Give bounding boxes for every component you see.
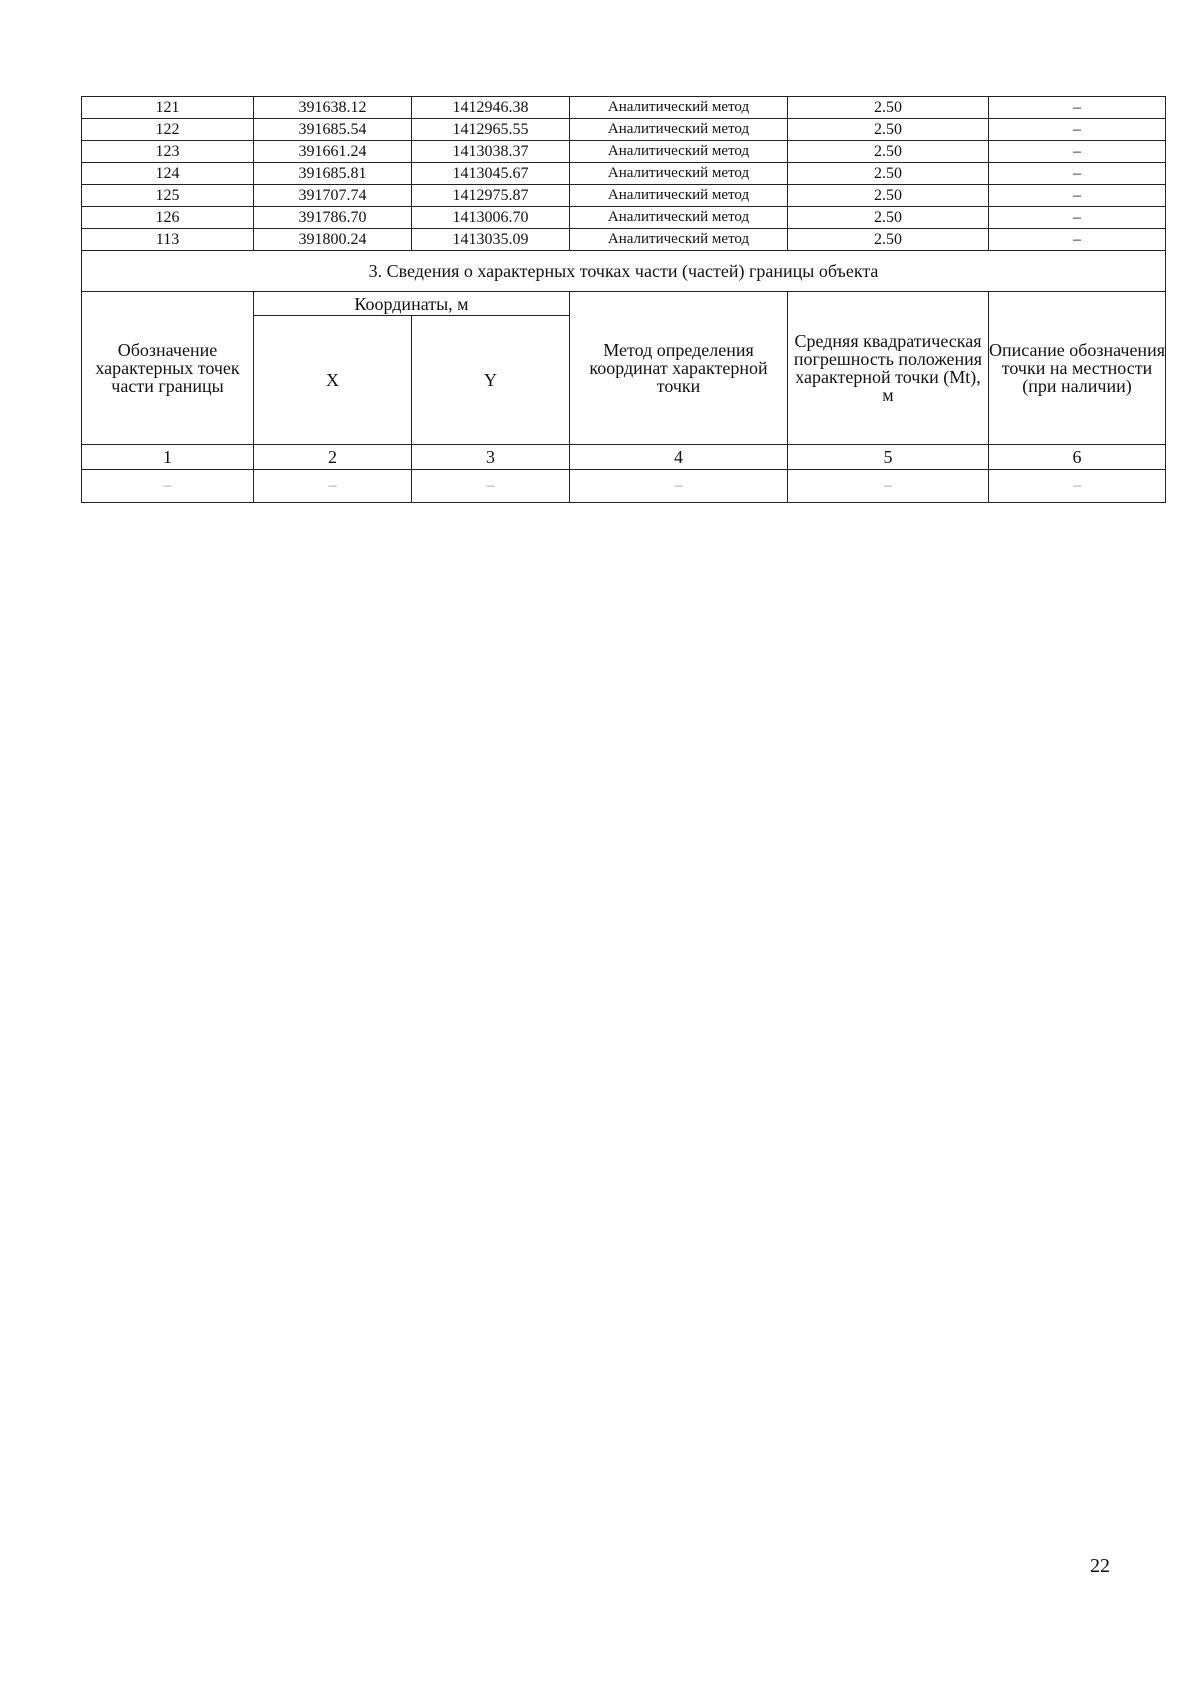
section-3: [82, 251, 1166, 503]
cell-point: 123: [82, 141, 254, 163]
cell-x: 391685.54: [254, 119, 412, 141]
table-row: [82, 229, 1166, 251]
cell-x: 391661.24: [254, 141, 412, 163]
cell-desc: –: [989, 97, 1166, 119]
cell-error: 2.50: [788, 229, 989, 251]
cell-point: 124: [82, 163, 254, 185]
section-3-title: 3. Сведения о характерных точках части (частей) границы объекта: [82, 251, 1166, 292]
column-number: 1: [82, 445, 254, 470]
cell-x: 391786.70: [254, 207, 412, 229]
empty-row: [82, 470, 1166, 503]
cell-y: 1412946.38: [412, 97, 570, 119]
table-row: [82, 119, 1166, 141]
empty-cell: –: [412, 470, 570, 503]
cell-desc: –: [989, 185, 1166, 207]
cell-method: Аналитический метод: [570, 141, 788, 163]
column-number: 4: [570, 445, 788, 470]
data-rows: [82, 97, 1166, 251]
column-number: 2: [254, 445, 412, 470]
section-3-title-row: [82, 251, 1166, 292]
column-numbers-row: [82, 445, 1166, 470]
cell-error: 2.50: [788, 97, 989, 119]
cell-y: 1412965.55: [412, 119, 570, 141]
section-3-header-row: [82, 292, 1166, 316]
cell-method: Аналитический метод: [570, 207, 788, 229]
cell-error: 2.50: [788, 185, 989, 207]
cell-desc: –: [989, 207, 1166, 229]
cell-desc: –: [989, 163, 1166, 185]
cell-error: 2.50: [788, 119, 989, 141]
empty-cell: –: [788, 470, 989, 503]
page-number: 22: [1090, 1555, 1110, 1577]
empty-cell: –: [254, 470, 412, 503]
cell-y: 1413045.67: [412, 163, 570, 185]
table-row: [82, 97, 1166, 119]
cell-point: 126: [82, 207, 254, 229]
header-x: X: [254, 316, 412, 445]
cell-x: 391685.81: [254, 163, 412, 185]
header-error: Средняя квадратическая погрешность положения характерной точки (Mt), м: [788, 292, 989, 445]
empty-cell: –: [570, 470, 788, 503]
cell-error: 2.50: [788, 141, 989, 163]
cell-desc: –: [989, 229, 1166, 251]
cell-point: 125: [82, 185, 254, 207]
empty-cell: –: [82, 470, 254, 503]
column-number: 6: [989, 445, 1166, 470]
cell-point: 122: [82, 119, 254, 141]
cell-x: 391707.74: [254, 185, 412, 207]
table-row: [82, 185, 1166, 207]
cell-y: 1413035.09: [412, 229, 570, 251]
cell-error: 2.50: [788, 207, 989, 229]
cell-point: 121: [82, 97, 254, 119]
header-coords: Координаты, м: [254, 292, 570, 316]
table-row: [82, 207, 1166, 229]
header-y: Y: [412, 316, 570, 445]
cell-x: 391800.24: [254, 229, 412, 251]
cell-method: Аналитический метод: [570, 97, 788, 119]
cell-desc: –: [989, 141, 1166, 163]
cell-y: 1412975.87: [412, 185, 570, 207]
header-desc: Описание обозначения точки на местности (при наличии): [989, 292, 1166, 445]
cell-method: Аналитический метод: [570, 229, 788, 251]
empty-cell: –: [989, 470, 1166, 503]
header-method: Метод определения координат характерной точки: [570, 292, 788, 445]
cell-y: 1413006.70: [412, 207, 570, 229]
cell-error: 2.50: [788, 163, 989, 185]
column-number: 5: [788, 445, 989, 470]
table-row: [82, 141, 1166, 163]
table-row: [82, 163, 1166, 185]
coordinates-table: [81, 96, 1166, 503]
header-designation: Обозначение характерных точек части границы: [82, 292, 254, 445]
cell-x: 391638.12: [254, 97, 412, 119]
cell-desc: –: [989, 119, 1166, 141]
cell-point: 113: [82, 229, 254, 251]
cell-method: Аналитический метод: [570, 119, 788, 141]
column-number: 3: [412, 445, 570, 470]
cell-method: Аналитический метод: [570, 185, 788, 207]
cell-method: Аналитический метод: [570, 163, 788, 185]
cell-y: 1413038.37: [412, 141, 570, 163]
